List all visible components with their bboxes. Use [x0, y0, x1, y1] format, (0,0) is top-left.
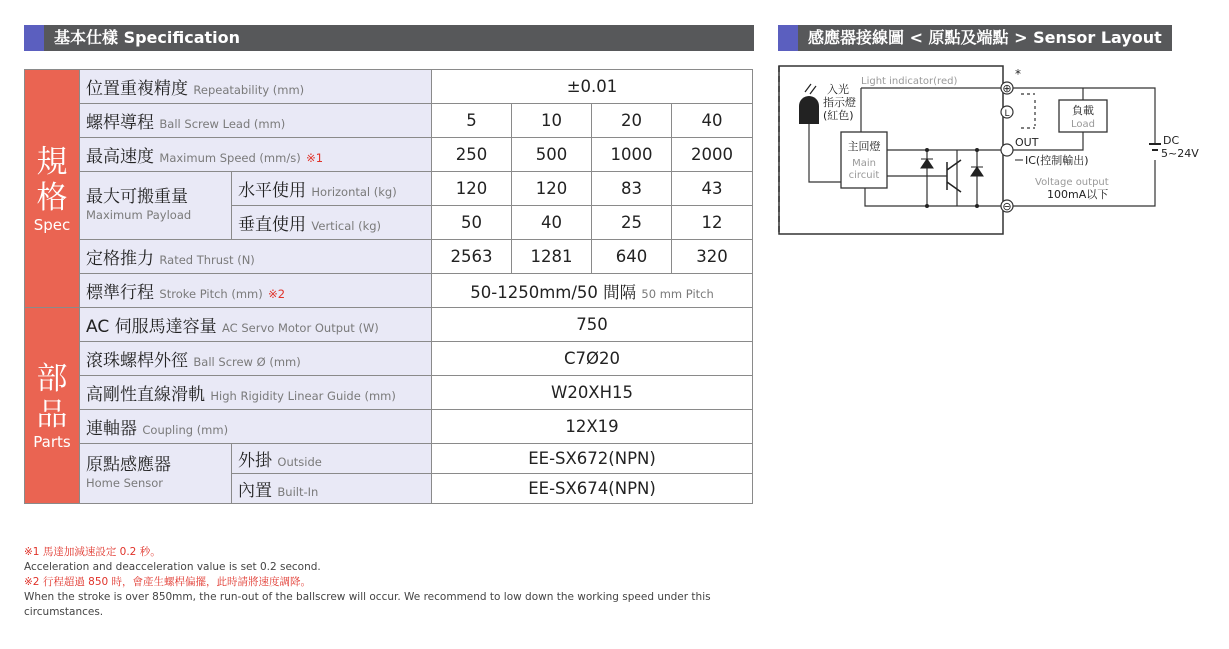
star-mark: *: [1015, 67, 1021, 81]
group-parts-zh1: 部: [36, 360, 68, 397]
value-repeatability: ±0.01: [432, 70, 753, 104]
out-label: OUT: [1015, 136, 1039, 149]
dc-range: 5~24V: [1161, 147, 1199, 160]
wire-verticals: [927, 150, 977, 206]
table-row-motor: [25, 308, 753, 342]
label-payload-vertical: 垂直使用 Vertical (kg): [232, 206, 432, 240]
led-icon: [799, 96, 819, 124]
value-vertical-3: 25: [592, 206, 672, 240]
value-vertical-2: 40: [512, 206, 592, 240]
value-thrust-2: 1281: [512, 240, 592, 274]
transistor-icon: [947, 160, 961, 192]
note-1-en: Acceleration and deacceleration value is set 0.2 second.: [24, 561, 321, 573]
load-en: Load: [1071, 119, 1095, 130]
table-row-ballscrew: [25, 342, 753, 376]
ic-label: IC(控制輸出): [1025, 154, 1089, 167]
indicator-zh3: (紅色): [823, 109, 854, 122]
footnotes: [24, 545, 764, 620]
value-home-builtin: EE-SX674(NPN): [432, 474, 753, 504]
main-circuit-en1: Main: [852, 158, 876, 169]
label-home-sensor: 原點感應器 Home Sensor: [80, 444, 232, 504]
dc-label: DC: [1163, 134, 1180, 147]
group-parts-en: Parts: [33, 432, 71, 451]
label-payload-horizontal: 水平使用 Horizontal (kg): [232, 172, 432, 206]
value-horizontal-4: 43: [672, 172, 753, 206]
value-vertical-1: 50: [432, 206, 512, 240]
label-payload: 最大可搬重量 Maximum Payload: [80, 172, 232, 240]
value-lead-2: 10: [512, 104, 592, 138]
label-guide: 高剛性直線滑軌 High Rigidity Linear Guide (mm): [80, 376, 432, 410]
value-vertical-4: 12: [672, 206, 753, 240]
label-home-builtin: 內置 Built-In: [232, 474, 432, 504]
value-guide: W20XH15: [432, 376, 753, 410]
value-thrust-4: 320: [672, 240, 753, 274]
table-row-guide: [25, 376, 753, 410]
main-circuit-zh: 主回燈: [847, 140, 881, 153]
value-home-outside: EE-SX672(NPN): [432, 444, 753, 474]
table-row-lead: [25, 104, 753, 138]
wire-load-dashed: [1021, 94, 1035, 128]
dc-source-icon: [1149, 144, 1161, 150]
main-circuit-en2: circuit: [848, 170, 880, 181]
spec-table: [24, 69, 753, 504]
value-speed-2: 500: [512, 138, 592, 172]
group-parts-zh2: 品: [36, 396, 68, 433]
table-row-speed: [25, 138, 753, 172]
group-spec: [25, 70, 80, 308]
value-lead-3: 20: [592, 104, 672, 138]
sensor-section-title: 感應器接線圖 < 原點及端點 > Sensor Layout: [778, 25, 1172, 51]
terminal-out: [1001, 144, 1013, 156]
table-row-repeatability: [25, 70, 753, 104]
diode-icon-2: [971, 167, 983, 176]
label-coupling: 連軸器 Coupling (mm): [80, 410, 432, 444]
indicator-zh1: 入光: [827, 83, 849, 96]
label-lead: 螺桿導程 Ball Screw Lead (mm): [80, 104, 432, 138]
value-ballscrew: C7Ø20: [432, 342, 753, 376]
note-2-en: When the stroke is over 850mm, the run-out of the ballscrew will occur. We recommend to low down the working speed under this circumstances.: [24, 591, 711, 618]
value-lead-4: 40: [672, 104, 753, 138]
value-speed-3: 1000: [592, 138, 672, 172]
diode-icon-1: [921, 159, 933, 168]
value-horizontal-2: 120: [512, 172, 592, 206]
group-spec-zh1: 規: [36, 143, 68, 180]
label-repeatability: 位置重複精度 Repeatability (mm): [80, 70, 432, 104]
junction-dot: [925, 204, 929, 208]
load-zh: 負載: [1072, 104, 1094, 117]
label-thrust: 定格推力 Rated Thrust (N): [80, 240, 432, 274]
table-row-stroke: [25, 274, 753, 308]
table-row-payload-horizontal: [25, 172, 753, 206]
table-row-home-outside: [25, 444, 753, 474]
table-row-thrust: [25, 240, 753, 274]
value-speed-1: 250: [432, 138, 512, 172]
light-arrow-icon: [805, 84, 816, 94]
minus-symbol: ⊖: [1002, 200, 1012, 213]
value-thrust-3: 640: [592, 240, 672, 274]
value-lead-1: 5: [432, 104, 512, 138]
spec-section-title: 基本仕樣 Specification: [24, 25, 754, 51]
group-parts: [25, 308, 80, 504]
label-home-outside: 外掛 Outside: [232, 444, 432, 474]
plus-symbol: ⊕: [1002, 82, 1012, 95]
indicator-zh2: 指示燈: [823, 96, 856, 109]
table-row-coupling: [25, 410, 753, 444]
label-speed: 最高速度 Maximum Speed (mm/s) ※1: [80, 138, 432, 172]
label-ballscrew: 滾珠螺桿外徑 Ball Screw Ø (mm): [80, 342, 432, 376]
value-speed-4: 2000: [672, 138, 753, 172]
group-spec-en: Spec: [33, 215, 71, 234]
l-symbol: L: [1004, 109, 1010, 119]
light-indicator-label: Light indicator(red): [861, 76, 958, 87]
note-1-zh: ※1 馬達加減速設定 0.2 秒。: [24, 546, 161, 558]
junction-dot: [975, 148, 979, 152]
sensor-layout-diagram: [777, 64, 1207, 236]
label-stroke: 標準行程 Stroke Pitch (mm) ※2: [80, 274, 432, 308]
label-motor: AC 伺服馬達容量 AC Servo Motor Output (W): [80, 308, 432, 342]
junction-dot: [975, 204, 979, 208]
value-horizontal-3: 83: [592, 172, 672, 206]
value-coupling: 12X19: [432, 410, 753, 444]
value-stroke: 50-1250mm/50 間隔 50 mm Pitch: [432, 274, 753, 308]
sensor-circuit-svg: [777, 64, 1207, 236]
wire-top: [861, 88, 1010, 132]
note-2-zh: ※2 行程超過 850 時，會產生螺桿偏擺，此時請將速度調降。: [24, 576, 312, 588]
value-horizontal-1: 120: [432, 172, 512, 206]
value-motor: 750: [432, 308, 753, 342]
voltage-output-label: Voltage output: [1035, 177, 1109, 188]
current-limit-label: 100mA以下: [1047, 188, 1109, 201]
wire-led: [809, 124, 841, 182]
value-thrust-1: 2563: [432, 240, 512, 274]
junction-dot: [925, 148, 929, 152]
group-spec-zh2: 格: [36, 179, 68, 216]
